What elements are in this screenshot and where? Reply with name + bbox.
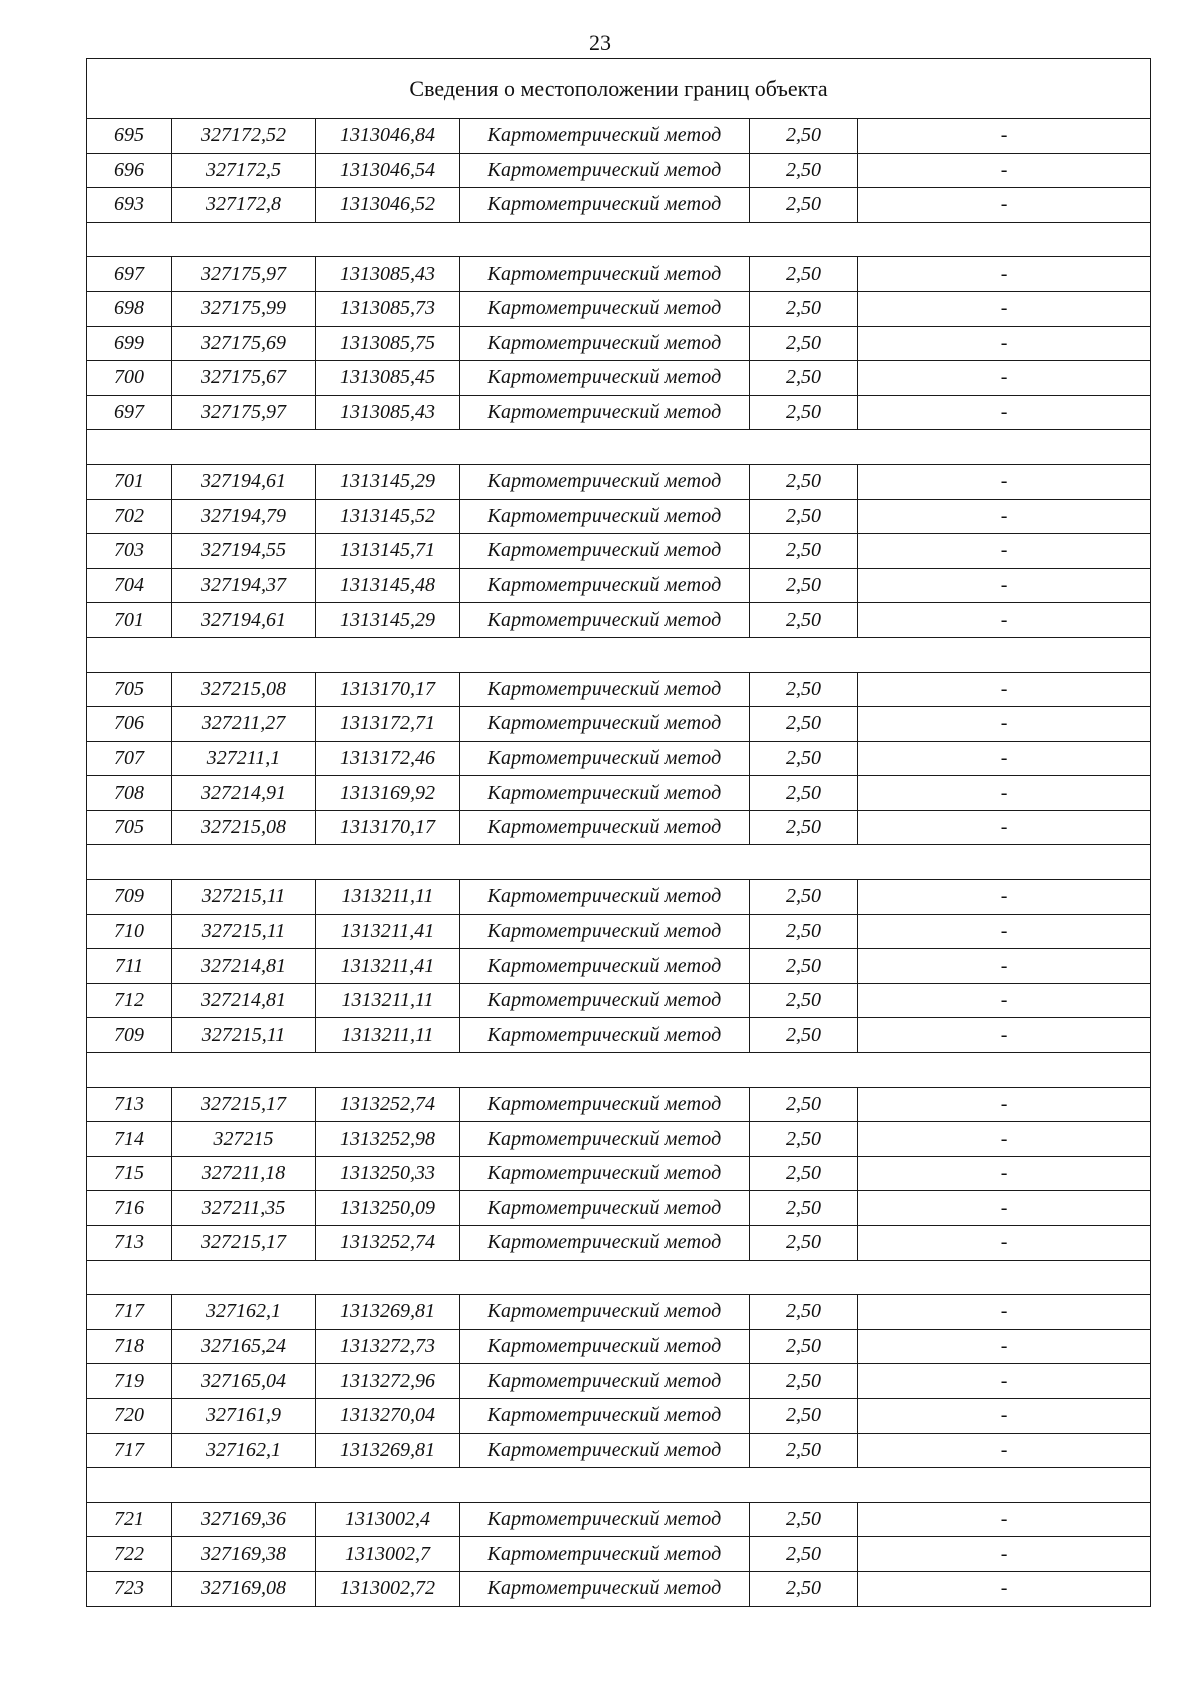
x-coordinate-cell: 327215,08 [172, 810, 316, 845]
method-cell: Картометрический метод [460, 1018, 750, 1053]
point-number-cell: 718 [87, 1329, 172, 1364]
point-number-cell: 697 [87, 257, 172, 292]
x-coordinate-cell: 327215,11 [172, 1018, 316, 1053]
point-number-cell: 709 [87, 1018, 172, 1053]
y-coordinate-cell: 1313211,11 [316, 983, 460, 1018]
description-cell: - [858, 464, 1151, 499]
point-number-cell: 712 [87, 983, 172, 1018]
x-coordinate-cell: 327175,97 [172, 257, 316, 292]
method-cell: Картометрический метод [460, 603, 750, 638]
point-number-cell: 703 [87, 534, 172, 569]
table-row [87, 776, 1151, 811]
table-row [87, 1191, 1151, 1226]
x-coordinate-cell: 327169,08 [172, 1571, 316, 1606]
y-coordinate-cell: 1313145,48 [316, 568, 460, 603]
table-row [87, 672, 1151, 707]
accuracy-cell: 2,50 [750, 1571, 858, 1606]
description-cell: - [858, 1018, 1151, 1053]
x-coordinate-cell: 327215,11 [172, 880, 316, 915]
point-number-cell: 700 [87, 361, 172, 396]
accuracy-cell: 2,50 [750, 983, 858, 1018]
x-coordinate-cell: 327165,04 [172, 1364, 316, 1399]
description-cell: - [858, 1502, 1151, 1537]
description-cell: - [858, 1571, 1151, 1606]
y-coordinate-cell: 1313172,46 [316, 741, 460, 776]
table-row [87, 188, 1151, 223]
table-row [87, 949, 1151, 984]
x-coordinate-cell: 327215,17 [172, 1087, 316, 1122]
y-coordinate-cell: 1313046,52 [316, 188, 460, 223]
x-coordinate-cell: 327214,91 [172, 776, 316, 811]
point-number-cell: 717 [87, 1295, 172, 1330]
y-coordinate-cell: 1313252,74 [316, 1087, 460, 1122]
description-cell: - [858, 880, 1151, 915]
x-coordinate-cell: 327194,79 [172, 499, 316, 534]
method-cell: Картометрический метод [460, 1156, 750, 1191]
x-coordinate-cell: 327211,35 [172, 1191, 316, 1226]
accuracy-cell: 2,50 [750, 1433, 858, 1468]
accuracy-cell: 2,50 [750, 464, 858, 499]
y-coordinate-cell: 1313269,81 [316, 1295, 460, 1330]
y-coordinate-cell: 1313002,7 [316, 1537, 460, 1572]
table-row [87, 534, 1151, 569]
separator-cell [87, 845, 1151, 880]
accuracy-cell: 2,50 [750, 1156, 858, 1191]
table-row [87, 1295, 1151, 1330]
x-coordinate-cell: 327165,24 [172, 1329, 316, 1364]
point-number-cell: 719 [87, 1364, 172, 1399]
table-row [87, 914, 1151, 949]
method-cell: Картометрический метод [460, 1087, 750, 1122]
description-cell: - [858, 672, 1151, 707]
x-coordinate-cell: 327215,08 [172, 672, 316, 707]
y-coordinate-cell: 1313145,29 [316, 603, 460, 638]
contour-separator-row [87, 222, 1151, 257]
y-coordinate-cell: 1313269,81 [316, 1433, 460, 1468]
x-coordinate-cell: 327175,97 [172, 395, 316, 430]
y-coordinate-cell: 1313250,09 [316, 1191, 460, 1226]
table-row [87, 741, 1151, 776]
point-number-cell: 697 [87, 395, 172, 430]
accuracy-cell: 2,50 [750, 1398, 858, 1433]
point-number-cell: 708 [87, 776, 172, 811]
y-coordinate-cell: 1313172,71 [316, 707, 460, 742]
x-coordinate-cell: 327194,61 [172, 464, 316, 499]
method-cell: Картометрический метод [460, 119, 750, 154]
point-number-cell: 713 [87, 1087, 172, 1122]
method-cell: Картометрический метод [460, 326, 750, 361]
point-number-cell: 714 [87, 1122, 172, 1157]
table-row [87, 1571, 1151, 1606]
y-coordinate-cell: 1313085,43 [316, 395, 460, 430]
separator-cell [87, 1468, 1151, 1503]
description-cell: - [858, 291, 1151, 326]
description-cell: - [858, 810, 1151, 845]
description-cell: - [858, 707, 1151, 742]
accuracy-cell: 2,50 [750, 188, 858, 223]
table-row [87, 153, 1151, 188]
accuracy-cell: 2,50 [750, 568, 858, 603]
y-coordinate-cell: 1313085,43 [316, 257, 460, 292]
point-number-cell: 715 [87, 1156, 172, 1191]
y-coordinate-cell: 1313252,98 [316, 1122, 460, 1157]
method-cell: Картометрический метод [460, 1502, 750, 1537]
accuracy-cell: 2,50 [750, 1191, 858, 1226]
accuracy-cell: 2,50 [750, 1364, 858, 1399]
accuracy-cell: 2,50 [750, 741, 858, 776]
accuracy-cell: 2,50 [750, 672, 858, 707]
accuracy-cell: 2,50 [750, 291, 858, 326]
table-row [87, 810, 1151, 845]
point-number-cell: 707 [87, 741, 172, 776]
y-coordinate-cell: 1313211,11 [316, 880, 460, 915]
table-row [87, 1087, 1151, 1122]
description-cell: - [858, 153, 1151, 188]
point-number-cell: 711 [87, 949, 172, 984]
point-number-cell: 701 [87, 603, 172, 638]
point-number-cell: 696 [87, 153, 172, 188]
x-coordinate-cell: 327172,8 [172, 188, 316, 223]
table-row [87, 603, 1151, 638]
point-number-cell: 720 [87, 1398, 172, 1433]
x-coordinate-cell: 327172,52 [172, 119, 316, 154]
point-number-cell: 722 [87, 1537, 172, 1572]
table-row [87, 568, 1151, 603]
description-cell: - [858, 257, 1151, 292]
method-cell: Картометрический метод [460, 568, 750, 603]
method-cell: Картометрический метод [460, 257, 750, 292]
description-cell: - [858, 983, 1151, 1018]
table-row [87, 1364, 1151, 1399]
method-cell: Картометрический метод [460, 983, 750, 1018]
accuracy-cell: 2,50 [750, 153, 858, 188]
y-coordinate-cell: 1313252,74 [316, 1226, 460, 1261]
point-number-cell: 695 [87, 119, 172, 154]
method-cell: Картометрический метод [460, 1226, 750, 1261]
point-number-cell: 693 [87, 188, 172, 223]
method-cell: Картометрический метод [460, 361, 750, 396]
point-number-cell: 701 [87, 464, 172, 499]
accuracy-cell: 2,50 [750, 914, 858, 949]
point-number-cell: 706 [87, 707, 172, 742]
accuracy-cell: 2,50 [750, 1502, 858, 1537]
description-cell: - [858, 534, 1151, 569]
table-row [87, 1226, 1151, 1261]
y-coordinate-cell: 1313270,04 [316, 1398, 460, 1433]
method-cell: Картометрический метод [460, 188, 750, 223]
accuracy-cell: 2,50 [750, 395, 858, 430]
accuracy-cell: 2,50 [750, 361, 858, 396]
description-cell: - [858, 1191, 1151, 1226]
description-cell: - [858, 119, 1151, 154]
method-cell: Картометрический метод [460, 534, 750, 569]
description-cell: - [858, 1156, 1151, 1191]
point-number-cell: 709 [87, 880, 172, 915]
table-row [87, 707, 1151, 742]
contour-separator-row [87, 845, 1151, 880]
method-cell: Картометрический метод [460, 672, 750, 707]
description-cell: - [858, 1295, 1151, 1330]
method-cell: Картометрический метод [460, 1364, 750, 1399]
method-cell: Картометрический метод [460, 810, 750, 845]
method-cell: Картометрический метод [460, 1122, 750, 1157]
y-coordinate-cell: 1313002,4 [316, 1502, 460, 1537]
description-cell: - [858, 326, 1151, 361]
y-coordinate-cell: 1313170,17 [316, 672, 460, 707]
table-row [87, 1537, 1151, 1572]
x-coordinate-cell: 327211,27 [172, 707, 316, 742]
table-row [87, 326, 1151, 361]
accuracy-cell: 2,50 [750, 880, 858, 915]
y-coordinate-cell: 1313169,92 [316, 776, 460, 811]
description-cell: - [858, 395, 1151, 430]
y-coordinate-cell: 1313046,84 [316, 119, 460, 154]
method-cell: Картометрический метод [460, 1537, 750, 1572]
description-cell: - [858, 568, 1151, 603]
x-coordinate-cell: 327162,1 [172, 1433, 316, 1468]
method-cell: Картометрический метод [460, 153, 750, 188]
method-cell: Картометрический метод [460, 1433, 750, 1468]
method-cell: Картометрический метод [460, 291, 750, 326]
accuracy-cell: 2,50 [750, 1122, 858, 1157]
method-cell: Картометрический метод [460, 1295, 750, 1330]
method-cell: Картометрический метод [460, 741, 750, 776]
point-number-cell: 698 [87, 291, 172, 326]
accuracy-cell: 2,50 [750, 603, 858, 638]
contour-separator-row [87, 1260, 1151, 1295]
y-coordinate-cell: 1313272,96 [316, 1364, 460, 1399]
method-cell: Картометрический метод [460, 1191, 750, 1226]
x-coordinate-cell: 327211,1 [172, 741, 316, 776]
y-coordinate-cell: 1313046,54 [316, 153, 460, 188]
x-coordinate-cell: 327214,81 [172, 949, 316, 984]
x-coordinate-cell: 327211,18 [172, 1156, 316, 1191]
table-title-row [87, 59, 1151, 119]
table-row [87, 257, 1151, 292]
description-cell: - [858, 499, 1151, 534]
table-row [87, 395, 1151, 430]
table-row [87, 499, 1151, 534]
method-cell: Картометрический метод [460, 949, 750, 984]
table-row [87, 464, 1151, 499]
description-cell: - [858, 361, 1151, 396]
accuracy-cell: 2,50 [750, 257, 858, 292]
separator-cell [87, 637, 1151, 672]
y-coordinate-cell: 1313145,52 [316, 499, 460, 534]
accuracy-cell: 2,50 [750, 776, 858, 811]
description-cell: - [858, 776, 1151, 811]
method-cell: Картометрический метод [460, 464, 750, 499]
point-number-cell: 702 [87, 499, 172, 534]
table-row [87, 1433, 1151, 1468]
description-cell: - [858, 914, 1151, 949]
x-coordinate-cell: 327214,81 [172, 983, 316, 1018]
method-cell: Картометрический метод [460, 1329, 750, 1364]
point-number-cell: 704 [87, 568, 172, 603]
accuracy-cell: 2,50 [750, 1329, 858, 1364]
y-coordinate-cell: 1313211,41 [316, 914, 460, 949]
table-row [87, 983, 1151, 1018]
method-cell: Картометрический метод [460, 914, 750, 949]
table-row [87, 1122, 1151, 1157]
point-number-cell: 717 [87, 1433, 172, 1468]
method-cell: Картометрический метод [460, 395, 750, 430]
table-row [87, 1329, 1151, 1364]
x-coordinate-cell: 327175,69 [172, 326, 316, 361]
accuracy-cell: 2,50 [750, 119, 858, 154]
separator-cell [87, 1053, 1151, 1088]
description-cell: - [858, 1122, 1151, 1157]
table-row [87, 1398, 1151, 1433]
description-cell: - [858, 741, 1151, 776]
point-number-cell: 721 [87, 1502, 172, 1537]
accuracy-cell: 2,50 [750, 1226, 858, 1261]
accuracy-cell: 2,50 [750, 499, 858, 534]
x-coordinate-cell: 327169,36 [172, 1502, 316, 1537]
y-coordinate-cell: 1313250,33 [316, 1156, 460, 1191]
point-number-cell: 713 [87, 1226, 172, 1261]
x-coordinate-cell: 327215,17 [172, 1226, 316, 1261]
contour-separator-row [87, 637, 1151, 672]
boundary-coordinates-table [86, 58, 1151, 1607]
table-title: Сведения о местоположении границ объекта [87, 59, 1151, 119]
point-number-cell: 705 [87, 810, 172, 845]
description-cell: - [858, 188, 1151, 223]
method-cell: Картометрический метод [460, 707, 750, 742]
table-row [87, 291, 1151, 326]
description-cell: - [858, 1226, 1151, 1261]
y-coordinate-cell: 1313002,72 [316, 1571, 460, 1606]
contour-separator-row [87, 1468, 1151, 1503]
separator-cell [87, 430, 1151, 465]
x-coordinate-cell: 327215,11 [172, 914, 316, 949]
table-row [87, 1502, 1151, 1537]
point-number-cell: 710 [87, 914, 172, 949]
x-coordinate-cell: 327215 [172, 1122, 316, 1157]
accuracy-cell: 2,50 [750, 534, 858, 569]
method-cell: Картометрический метод [460, 880, 750, 915]
method-cell: Картометрический метод [460, 499, 750, 534]
table-row [87, 1156, 1151, 1191]
x-coordinate-cell: 327194,55 [172, 534, 316, 569]
x-coordinate-cell: 327194,37 [172, 568, 316, 603]
table-row [87, 1018, 1151, 1053]
y-coordinate-cell: 1313085,73 [316, 291, 460, 326]
x-coordinate-cell: 327172,5 [172, 153, 316, 188]
x-coordinate-cell: 327162,1 [172, 1295, 316, 1330]
accuracy-cell: 2,50 [750, 810, 858, 845]
table-row [87, 119, 1151, 154]
y-coordinate-cell: 1313211,11 [316, 1018, 460, 1053]
description-cell: - [858, 949, 1151, 984]
accuracy-cell: 2,50 [750, 1295, 858, 1330]
y-coordinate-cell: 1313170,17 [316, 810, 460, 845]
x-coordinate-cell: 327175,99 [172, 291, 316, 326]
y-coordinate-cell: 1313085,75 [316, 326, 460, 361]
y-coordinate-cell: 1313085,45 [316, 361, 460, 396]
table-row [87, 880, 1151, 915]
description-cell: - [858, 603, 1151, 638]
method-cell: Картометрический метод [460, 1571, 750, 1606]
point-number-cell: 723 [87, 1571, 172, 1606]
accuracy-cell: 2,50 [750, 326, 858, 361]
description-cell: - [858, 1329, 1151, 1364]
separator-cell [87, 222, 1151, 257]
description-cell: - [858, 1537, 1151, 1572]
separator-cell [87, 1260, 1151, 1295]
page-number: 23 [589, 30, 611, 55]
method-cell: Картометрический метод [460, 1398, 750, 1433]
accuracy-cell: 2,50 [750, 949, 858, 984]
y-coordinate-cell: 1313145,29 [316, 464, 460, 499]
description-cell: - [858, 1364, 1151, 1399]
x-coordinate-cell: 327161,9 [172, 1398, 316, 1433]
point-number-cell: 699 [87, 326, 172, 361]
y-coordinate-cell: 1313272,73 [316, 1329, 460, 1364]
y-coordinate-cell: 1313145,71 [316, 534, 460, 569]
x-coordinate-cell: 327175,67 [172, 361, 316, 396]
description-cell: - [858, 1087, 1151, 1122]
contour-separator-row [87, 430, 1151, 465]
description-cell: - [858, 1398, 1151, 1433]
accuracy-cell: 2,50 [750, 1537, 858, 1572]
y-coordinate-cell: 1313211,41 [316, 949, 460, 984]
contour-separator-row [87, 1053, 1151, 1088]
accuracy-cell: 2,50 [750, 707, 858, 742]
x-coordinate-cell: 327194,61 [172, 603, 316, 638]
method-cell: Картометрический метод [460, 776, 750, 811]
accuracy-cell: 2,50 [750, 1018, 858, 1053]
accuracy-cell: 2,50 [750, 1087, 858, 1122]
point-number-cell: 705 [87, 672, 172, 707]
point-number-cell: 716 [87, 1191, 172, 1226]
table-row [87, 361, 1151, 396]
description-cell: - [858, 1433, 1151, 1468]
x-coordinate-cell: 327169,38 [172, 1537, 316, 1572]
